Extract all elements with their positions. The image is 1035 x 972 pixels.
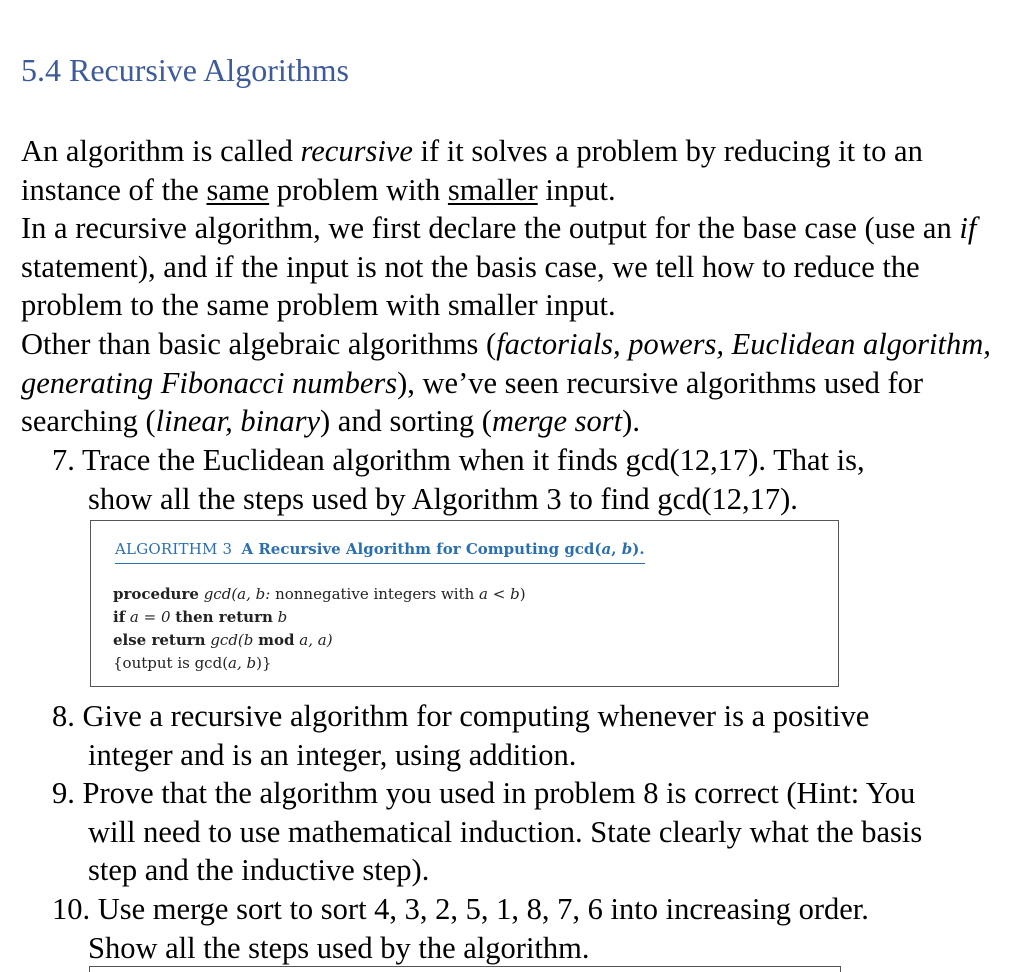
algorithm-code	[113, 583, 526, 675]
examples-searching: linear, binary	[155, 404, 321, 439]
code-line-4	[113, 652, 526, 675]
kw-procedure: procedure	[113, 585, 199, 603]
text: )}	[256, 654, 272, 672]
question-number: 7.	[52, 443, 75, 477]
args: (b	[237, 631, 259, 649]
text: An algorithm is called	[21, 134, 301, 168]
question-text: integer and is an integer, using addition.	[88, 737, 577, 772]
kw-else-return: else return	[113, 631, 206, 649]
text: if it solves a problem by reducing it to an instance of the	[21, 134, 923, 207]
code-line-3	[113, 629, 526, 652]
question-10	[52, 890, 1022, 967]
kw-if: if	[113, 608, 126, 626]
question-7	[52, 441, 1022, 518]
sep: ,	[611, 540, 622, 558]
title-end: ).	[632, 540, 645, 558]
term-if: if	[959, 211, 977, 246]
question-text: Give a recursive algorithm for computing whenever is a positive	[82, 699, 870, 733]
condition: a = 0	[125, 608, 176, 626]
algorithm-heading	[115, 540, 645, 564]
var-b: b	[621, 540, 633, 558]
question-text: show all the steps used by Algorithm 3 to find gcd(12,17).	[88, 481, 798, 516]
var-a: a	[601, 540, 612, 558]
text: ), we’ve seen recursive algorithms used for searching (	[21, 365, 924, 439]
question-text: Trace the Euclidean algorithm when it finds gcd(12,17). That is,	[81, 443, 865, 477]
underlined-same: same	[206, 172, 270, 207]
paragraph-definition	[21, 132, 1026, 209]
text: ).	[622, 404, 640, 439]
algorithm-label: ALGORITHM 3	[115, 540, 233, 558]
text: statement), and if the input is not the basis case, we tell how to reduce the problem to the same problem with smaller input.	[21, 249, 920, 323]
examples-algebraic: factorials, powers, Euclidean algorithm, generating Fibonacci numbers	[21, 326, 991, 400]
text: )	[519, 585, 526, 603]
question-text: Show all the steps used by the algorithm.	[88, 930, 590, 965]
question-text: Use merge sort to sort 4, 3, 2, 5, 1, 8, 7, 6 into increasing order.	[97, 892, 869, 926]
algorithm-3-box	[90, 520, 839, 687]
question-number: 8.	[52, 699, 75, 733]
question-number: 10.	[52, 892, 91, 926]
question-8	[52, 697, 1022, 774]
text: nonnegative integers with	[270, 585, 480, 603]
text: ) and sorting (	[320, 404, 492, 439]
term-recursive: recursive	[300, 134, 413, 168]
intro-text	[21, 132, 1026, 441]
code-line-1	[113, 583, 526, 606]
fn-gcd: gcd	[205, 631, 238, 649]
question-9	[52, 774, 1022, 890]
var-b: b	[272, 608, 288, 626]
args: a, b	[228, 654, 257, 672]
args: a, a)	[294, 631, 333, 649]
paragraph-examples	[21, 325, 1026, 441]
underlined-smaller: smaller	[447, 172, 538, 207]
next-box-edge	[89, 966, 841, 972]
question-text: step and the inductive step).	[88, 853, 430, 888]
kw-then-return: then return	[175, 608, 273, 626]
question-text: will need to use mathematical induction. State clearly what the basis	[88, 814, 923, 849]
examples-sorting: merge sort	[491, 404, 623, 439]
text: problem with	[269, 172, 448, 207]
code-line-2	[113, 606, 526, 629]
text: input.	[537, 172, 616, 207]
condition: a < b	[479, 585, 520, 603]
fn-gcd: gcd	[203, 585, 232, 603]
question-text: Prove that the algorithm you used in problem 8 is correct (Hint: You	[82, 776, 916, 810]
algorithm-title: A Recursive Algorithm for Computing gcd(	[241, 540, 602, 558]
text: In a recursive algorithm, we first declare the output for the base case (use an	[21, 211, 960, 246]
text: {output is gcd(	[113, 654, 229, 672]
question-number: 9.	[52, 776, 75, 810]
text: Other than basic algebraic algorithms (	[21, 326, 497, 361]
args: (a, b:	[231, 585, 271, 603]
page-title: 5.4 Recursive Algorithms	[21, 52, 349, 88]
kw-mod: mod	[258, 631, 295, 649]
paragraph-base-case	[21, 209, 1026, 325]
